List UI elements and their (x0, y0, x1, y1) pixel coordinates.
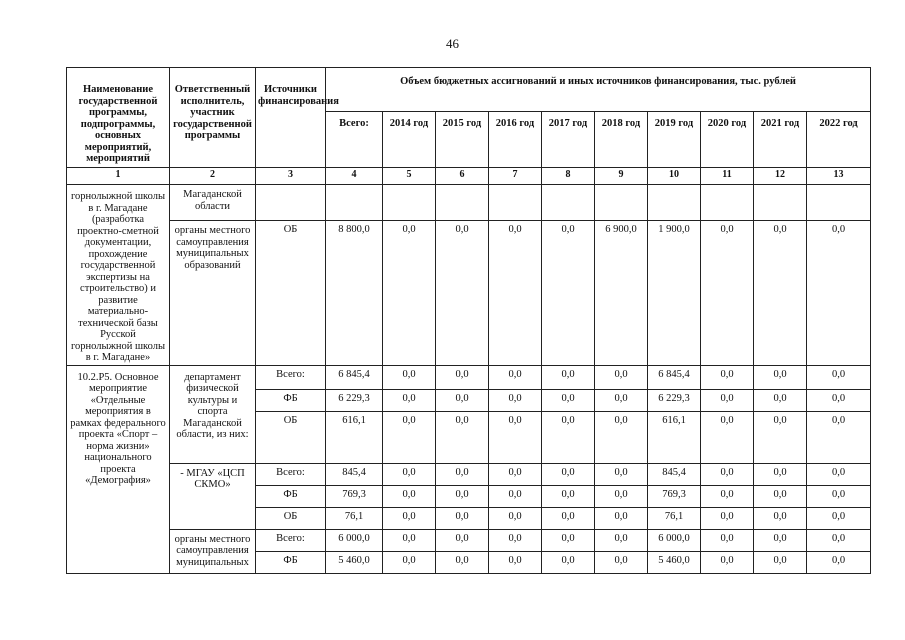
table-row (67, 221, 871, 365)
value-cell: 0,0 (754, 389, 807, 411)
value-cell: 769,3 (326, 485, 383, 507)
column-number: 11 (701, 168, 754, 185)
value-cell: 616,1 (326, 411, 383, 463)
value-cell: 845,4 (648, 463, 701, 485)
header-year: 2020 год (701, 112, 754, 168)
value-cell: 845,4 (326, 463, 383, 485)
value-cell: 0,0 (542, 389, 595, 411)
header-year: 2014 год (383, 112, 436, 168)
funding-source: ОБ (256, 507, 326, 529)
value-cell: 0,0 (701, 411, 754, 463)
column-number: 12 (754, 168, 807, 185)
value-cell: 0,0 (595, 485, 648, 507)
value-cell: 5 460,0 (326, 551, 383, 573)
column-number: 7 (489, 168, 542, 185)
value-cell: 6 229,3 (326, 389, 383, 411)
executor: - МГАУ «ЦСП СКМО» (170, 463, 256, 529)
value-cell: 0,0 (595, 551, 648, 573)
value-cell: 0,0 (542, 551, 595, 573)
value-cell: 6 845,4 (648, 365, 701, 389)
value-cell: 0,0 (436, 507, 489, 529)
value-cell: 0,0 (489, 221, 542, 365)
column-number: 5 (383, 168, 436, 185)
value-cell: 0,0 (754, 507, 807, 529)
value-cell: 0,0 (595, 411, 648, 463)
value-cell: 0,0 (436, 411, 489, 463)
header-year: 2021 год (754, 112, 807, 168)
value-cell: 0,0 (701, 365, 754, 389)
value-cell: 1 900,0 (648, 221, 701, 365)
value-cell: 0,0 (489, 365, 542, 389)
value-cell: 0,0 (701, 529, 754, 551)
column-number: 4 (326, 168, 383, 185)
executor: Магаданской области (170, 185, 256, 221)
funding-source: Всего: (256, 365, 326, 389)
value-cell: 6 900,0 (595, 221, 648, 365)
value-cell: 0,0 (595, 389, 648, 411)
value-cell: 0,0 (489, 507, 542, 529)
value-cell: 0,0 (383, 411, 436, 463)
value-cell: 0,0 (489, 389, 542, 411)
value-cell: 0,0 (807, 411, 871, 463)
value-cell: 0,0 (542, 485, 595, 507)
value-cell: 0,0 (807, 485, 871, 507)
value-cell: 0,0 (701, 485, 754, 507)
value-cell: 0,0 (595, 365, 648, 389)
value-cell: 0,0 (807, 507, 871, 529)
value-cell: 0,0 (383, 529, 436, 551)
value-cell: 0,0 (383, 551, 436, 573)
value-cell: 0,0 (489, 463, 542, 485)
value-cell: 0,0 (436, 221, 489, 365)
column-number-row (67, 168, 871, 185)
value-cell: 0,0 (754, 551, 807, 573)
value-cell: 76,1 (648, 507, 701, 529)
value-cell: 0,0 (436, 551, 489, 573)
value-cell: 0,0 (754, 529, 807, 551)
value-cell: 0,0 (436, 463, 489, 485)
value-cell: 0,0 (754, 463, 807, 485)
header-executor: Ответственный исполнитель, участник государственной программы (170, 68, 256, 168)
value-cell: 0,0 (383, 507, 436, 529)
value-cell: 0,0 (436, 389, 489, 411)
value-cell: 0,0 (754, 485, 807, 507)
column-number: 13 (807, 168, 871, 185)
value-cell: 616,1 (648, 411, 701, 463)
value-cell: 8 800,0 (326, 221, 383, 365)
header-year: 2019 год (648, 112, 701, 168)
value-cell: 0,0 (595, 507, 648, 529)
value-cell: 0,0 (383, 485, 436, 507)
value-cell: 0,0 (807, 221, 871, 365)
value-cell: 0,0 (595, 463, 648, 485)
value-cell: 0,0 (807, 529, 871, 551)
value-cell: 0,0 (383, 365, 436, 389)
value-cell: 5 460,0 (648, 551, 701, 573)
table-row (67, 185, 871, 221)
value-cell: 0,0 (701, 389, 754, 411)
funding-source: ОБ (256, 221, 326, 365)
value-cell: 6 229,3 (648, 389, 701, 411)
value-cell: 0,0 (754, 411, 807, 463)
value-cell: 0,0 (807, 463, 871, 485)
value-cell: 76,1 (326, 507, 383, 529)
table-row (67, 463, 871, 485)
value-cell: 0,0 (754, 221, 807, 365)
executor: департамент физической культуры и спорта Магаданской области, из них: (170, 365, 256, 463)
column-number: 1 (67, 168, 170, 185)
funding-source: Всего: (256, 463, 326, 485)
value-cell: 6 845,4 (326, 365, 383, 389)
column-number: 9 (595, 168, 648, 185)
column-number: 3 (256, 168, 326, 185)
column-number: 8 (542, 168, 595, 185)
funding-source: ФБ (256, 485, 326, 507)
value-cell: 0,0 (542, 221, 595, 365)
value-cell: 0,0 (807, 551, 871, 573)
table-row (67, 529, 871, 551)
header-volume: Объем бюджетных ассигнований и иных источников финансирования, тыс. рублей (326, 68, 871, 112)
value-cell: 6 000,0 (326, 529, 383, 551)
header-source: Источники финансирования (256, 68, 326, 168)
value-cell: 0,0 (754, 365, 807, 389)
funding-source: ФБ (256, 389, 326, 411)
value-cell: 0,0 (489, 411, 542, 463)
value-cell: 0,0 (595, 529, 648, 551)
measure-name: 10.2.Р5. Основное мероприятие «Отдельные мероприятия в рамках федерального проекта «Спорт – норма жизни» национального проекта «Демография» (67, 365, 170, 573)
funding-source: ФБ (256, 551, 326, 573)
header-name: Наименование государственной программы, подпрограммы, основных мероприятий, мероприятий (67, 68, 170, 168)
budget-table (66, 67, 871, 574)
value-cell: 0,0 (701, 463, 754, 485)
column-number: 2 (170, 168, 256, 185)
value-cell: 0,0 (542, 507, 595, 529)
executor: органы местного самоуправления муниципальных образований (170, 221, 256, 365)
value-cell: 0,0 (383, 221, 436, 365)
column-number: 6 (436, 168, 489, 185)
value-cell: 769,3 (648, 485, 701, 507)
value-cell: 0,0 (542, 463, 595, 485)
value-cell: 0,0 (489, 551, 542, 573)
value-cell: 0,0 (489, 529, 542, 551)
value-cell: 0,0 (807, 389, 871, 411)
value-cell: 0,0 (436, 485, 489, 507)
value-cell: 0,0 (542, 529, 595, 551)
value-cell: 0,0 (436, 365, 489, 389)
value-cell: 0,0 (807, 365, 871, 389)
value-cell: 0,0 (701, 507, 754, 529)
measure-name: горнолыжной школы в г. Магадане (разработка проектно-сметной документации, прохождение государственной экспертизы на строительство) и развитие материально-технической базы Русской горнолыжной школы в г. Магадане» (67, 185, 170, 366)
funding-source: ОБ (256, 411, 326, 463)
table-row (67, 365, 871, 389)
value-cell: 0,0 (542, 411, 595, 463)
page-number: 46 (446, 36, 459, 51)
value-cell: 0,0 (436, 529, 489, 551)
value-cell: 0,0 (701, 221, 754, 365)
header-year: 2018 год (595, 112, 648, 168)
value-cell: 0,0 (489, 485, 542, 507)
executor: органы местного самоуправления муниципальных (170, 529, 256, 573)
header-year: 2016 год (489, 112, 542, 168)
column-number: 10 (648, 168, 701, 185)
funding-source: Всего: (256, 529, 326, 551)
value-cell: 0,0 (701, 551, 754, 573)
header-total: Всего: (326, 112, 383, 168)
value-cell: 0,0 (542, 365, 595, 389)
value-cell: 6 000,0 (648, 529, 701, 551)
value-cell: 0,0 (383, 463, 436, 485)
header-year: 2022 год (807, 112, 871, 168)
header-year: 2017 год (542, 112, 595, 168)
value-cell: 0,0 (383, 389, 436, 411)
header-year: 2015 год (436, 112, 489, 168)
